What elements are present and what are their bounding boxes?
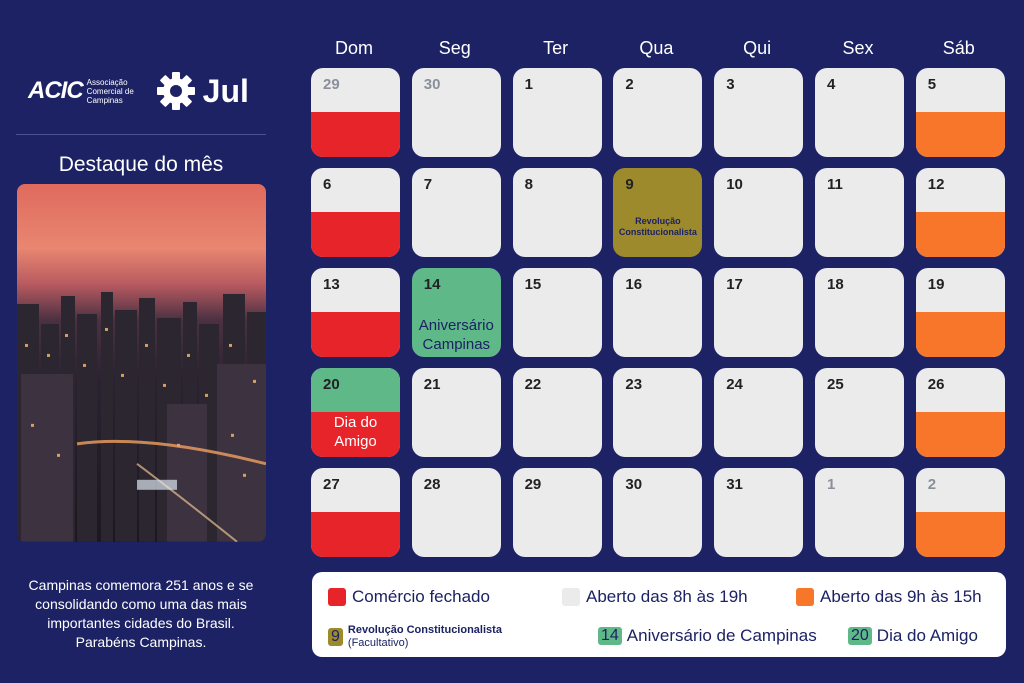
day-cell[interactable] [613,168,702,257]
day-cell[interactable] [412,168,501,257]
day-cell[interactable] [613,368,702,457]
open-swatch [562,588,580,606]
day-cell[interactable] [916,368,1005,457]
day-cell[interactable] [311,468,400,557]
day-number: 11 [827,176,843,193]
day-number: 28 [423,476,441,493]
day-number: 3 [726,76,735,93]
weekday-header: Qui [743,38,772,58]
gear-icon [155,70,197,112]
day-status-band [916,112,1005,157]
legend-revolucao-label: Revolução Constitucionalista [347,624,502,636]
day-status-band [916,412,1005,457]
day-number: 24 [726,376,743,393]
legend-amigo [848,626,978,646]
weekday-header: Ter [543,38,569,58]
legend-open-9-15 [796,587,982,607]
day-cell[interactable] [714,68,803,157]
day-status-band [311,512,400,557]
day-number: 22 [524,376,542,393]
legend-open-8-19 [562,587,748,607]
brand-row [28,70,249,112]
city-skyline [17,284,266,542]
day-cell[interactable] [613,68,702,157]
day-status-band [311,212,400,257]
legend-amigo-label: Dia do Amigo [876,626,978,645]
day-number: 12 [927,176,945,193]
day-cell[interactable] [412,68,501,157]
day-number: 5 [927,76,937,93]
weekday-header: Sáb [942,38,975,58]
day-number: 18 [827,276,844,293]
day-number: 30 [625,476,643,493]
day-status-band [311,312,400,357]
day-cell[interactable] [513,268,602,357]
legend-closed [328,587,490,607]
day-number: 27 [323,476,340,493]
day-status-band [916,312,1005,357]
day-cell[interactable] [412,268,501,357]
day-number: 8 [524,176,533,193]
day-cell[interactable] [916,268,1005,357]
day-number: 30 [423,76,441,93]
day-cell[interactable] [613,468,702,557]
day-event-label: Dia do Amigo [333,414,378,450]
day-number: 29 [524,476,542,493]
day-cell[interactable] [513,368,602,457]
day-cell[interactable] [613,268,702,357]
day-status-band [311,112,400,157]
day-number: 31 [726,476,743,493]
day-number: 29 [323,76,340,93]
legend [312,572,1006,657]
day-cell[interactable] [815,168,904,257]
aniversario-badge: 14 [598,627,622,645]
legend-open-9-15-label: Aberto das 9h às 15h [820,587,982,606]
day-cell[interactable] [311,268,400,357]
day-event-label: Revolução Constitucionalista [618,216,697,237]
legend-closed-label: Comércio fechado [352,587,490,606]
day-number: 26 [927,376,945,393]
closed-swatch [328,588,346,606]
legend-revolucao [328,624,502,650]
month-label: Jul [202,72,249,109]
day-number: 25 [827,376,844,393]
day-cell[interactable] [513,68,602,157]
legend-revolucao-note: (Facultativo) [347,637,409,649]
day-number: 16 [625,276,643,293]
city-photo [17,184,266,542]
day-cell[interactable] [916,168,1005,257]
day-cell[interactable] [815,368,904,457]
day-number: 10 [726,176,743,193]
day-number: 1 [524,76,533,93]
day-cell[interactable] [714,468,803,557]
highlight-heading: Destaque do mês [58,153,224,176]
day-cell[interactable] [815,468,904,557]
day-number: 6 [323,176,332,193]
day-cell[interactable] [714,368,803,457]
day-number: 15 [524,276,542,293]
legend-open-8-19-label: Aberto das 8h às 19h [586,587,748,606]
day-number: 2 [625,76,634,93]
day-number: 14 [423,276,441,293]
day-cell[interactable] [311,368,400,457]
day-cell[interactable] [916,468,1005,557]
weekday-header: Qua [639,38,674,58]
day-number: 23 [625,376,643,393]
left-panel [0,0,282,683]
day-number: 7 [423,176,433,193]
day-status-band [916,512,1005,557]
day-number: 9 [625,176,634,193]
day-number: 2 [927,476,937,493]
saturday-swatch [796,588,814,606]
day-number: 13 [323,276,340,293]
weekday-header: Seg [438,38,471,58]
highlight-caption: Campinas comemora 251 anos e se consolidando como uma das mais importantes cidades do Brasil. Parabéns Campinas. [28,577,254,650]
weekday-header: Dom [334,38,373,58]
revolucao-badge: 9 [328,628,343,646]
day-cell[interactable] [815,268,904,357]
day-status-band [916,212,1005,257]
legend-aniversario-label: Aniversário de Campinas [626,626,817,645]
day-cell[interactable] [714,268,803,357]
day-number: 17 [726,276,743,293]
acic-logo: ACIC [28,77,83,104]
day-event-label: Aniversário Campinas [418,317,494,353]
amigo-badge: 20 [848,627,872,645]
legend-aniversario [598,626,817,646]
day-cell[interactable] [311,168,400,257]
day-cell[interactable] [714,168,803,257]
acic-logo-text: Associação Comercial de Campinas [86,77,134,105]
day-cell[interactable] [311,68,400,157]
day-number: 19 [927,276,945,293]
day-cell[interactable] [916,68,1005,157]
day-cell[interactable] [815,68,904,157]
day-cell[interactable] [513,168,602,257]
day-cell[interactable] [412,468,501,557]
day-number: 21 [423,376,441,393]
divider [16,134,266,135]
day-cell[interactable] [412,368,501,457]
day-number: 1 [827,476,836,493]
day-cell[interactable] [513,468,602,557]
day-number: 20 [323,376,340,393]
day-number: 4 [827,76,836,93]
weekday-header: Sex [842,38,874,58]
